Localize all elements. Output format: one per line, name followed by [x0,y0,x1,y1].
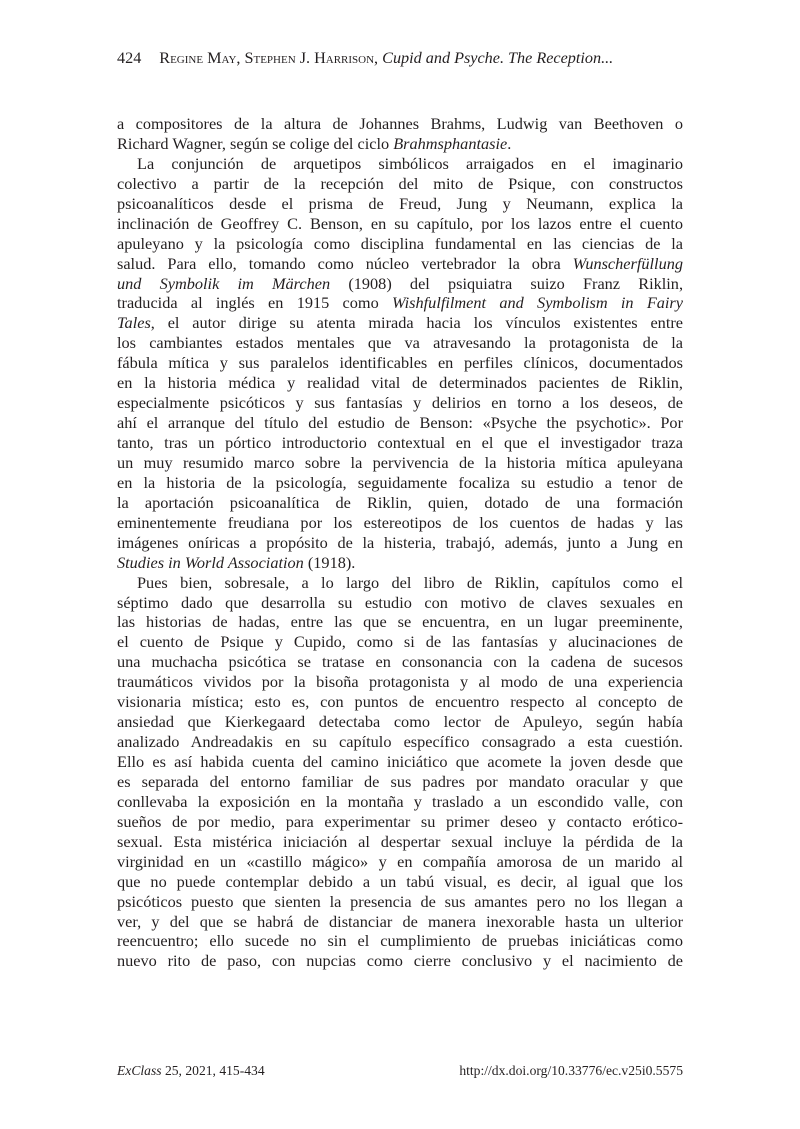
italic-title: Wunscherfüllung [572,253,683,273]
line-text: reencuentro; ello sucede no sin el cumplimiento de pruebas iniciáticas como [117,931,683,951]
footer-citation [117,1063,265,1079]
text-line [117,393,683,413]
line-text: (1918). [303,552,356,572]
header-authors: Regine May, Stephen J. Harrison, [159,49,379,67]
text-line [117,413,683,433]
text-line [117,872,683,892]
line-text: (1908) del psiquiatra suizo Franz Riklin, [330,273,684,293]
line-text: nuevo rito de paso, con nupcias como cierre conclusivo y el nacimiento de [117,951,683,971]
text-line [117,912,683,932]
text-line [117,154,683,174]
italic-title: Tales [117,313,151,333]
line-tail: . [507,133,512,153]
line-text: en la historia médica y realidad vital de determinados pacientes de Riklin, [117,373,683,393]
line-text: en la historia de la psicología, seguidamente focaliza su estudio a tenor de [117,472,683,492]
text-line [117,473,683,493]
line-text: es separada del entorno familiar de sus padres por mandato oracular y que [117,771,683,791]
line-text: el cuento de Psique y Cupido, como si de las fantasías y alucinaciones de [117,632,683,652]
italic-title: und Symbolik im Märchen [117,273,331,293]
line-text: las historias de hadas, entre las que se encuentra, en un lugar preeminente, [117,612,683,632]
text-line [117,752,683,772]
text-line [117,612,683,632]
line-text: Ello es así habida cuenta del camino iniciático que acomete la joven desde que [117,752,683,771]
header-book-title: Cupid and Psyche. The Reception... [382,49,614,67]
text-line [117,333,683,353]
text-line [117,812,683,832]
text-line [117,214,683,234]
line-text: conllevaba la exposición en la montaña y traslado a un escondido valle, con [117,791,683,811]
footer-doi: http://dx.doi.org/10.33776/ec.v25i0.5575 [459,1063,683,1078]
text-line [117,254,683,274]
line-text: visionaria mística; esto es, con puntos de encuentro respecto al concepto de [117,692,683,712]
line-text: , el autor dirige su atenta mirada hacia los vínculos existentes entre [150,313,683,333]
text-line [117,573,683,593]
text-line [117,632,683,652]
line-text: ahí el arranque del título del estudio de Benson: «Psyche the psychotic». Por [117,413,683,433]
line-text: los cambiantes estados mentales que va atravesando la protagonista de la [117,333,683,353]
text-line [117,931,683,951]
line-text: eminentemente freudiana por los estereotipos de los cuentos de hadas y las [117,512,683,532]
running-header [117,49,613,68]
text-line [117,593,683,613]
line-text: apuleyano y la psicología como disciplina fundamental en las ciencias de la [117,233,683,253]
text-line [117,433,683,453]
text-line [117,553,683,573]
line-text: sexual. Esta mistérica iniciación al despertar sexual incluye la pérdida de la [117,831,683,851]
line-text: una muchacha psicótica se tratase en consonancia con la cadena de sucesos [117,652,683,672]
text-line [117,852,683,872]
text-line [117,114,683,134]
page-number: 424 [117,49,142,67]
text-line [117,373,683,393]
line-text: especialmente psicóticos y sus fantasías y delirios en torno a los deseos, de [117,393,683,413]
line-text: sueños de por medio, para experimentar su primer deseo y contacto erótico- [117,811,683,831]
line-text: psicoanalíticos desde el prisma de Freud, Jung y Neumann, explica la [117,193,683,213]
text-line [117,234,683,254]
text-line [117,772,683,792]
line-text: salud. Para ello, tomando como núcleo vertebrador la obra [117,253,573,273]
text-line [117,832,683,852]
line-text: Richard Wagner, según se colige del ciclo [117,133,394,153]
line-text: tanto, tras un pórtico introductorio contextual en el que el investigador traza [117,433,683,452]
line-text: virginidad en un «castillo mágico» y en compañía amorosa de un marido al [117,851,683,871]
text-line [117,194,683,214]
line-text: inclinación de Geoffrey C. Benson, en su capítulo, por los lazos entre el cuento [117,213,683,233]
line-text: Pues bien, sobresale, a lo largo del libro de Riklin, capítulos como el [137,572,683,592]
line-text: que no puede contemplar debido a un tabú visual, es decir, al igual que los [117,871,683,891]
text-line [117,792,683,812]
line-text: fábula mítica y sus paralelos identificables en perfiles clínicos, documentados [117,353,683,373]
line-text: ver, y del que se habrá de distanciar de manera inexorable hasta un ulterior [117,911,683,931]
text-line [117,892,683,912]
line-text: analizado Andreadakis en su capítulo específico consagrado a esta cuestión. [117,732,683,752]
text-line [117,493,683,513]
line-text: colectivo a partir de la recepción del mito de Psique, con constructos [117,173,683,193]
line-text: a compositores de la altura de Johannes Brahms, Ludwig van Beethoven o [117,114,683,133]
text-line [117,712,683,732]
line-text: ansiedad que Kierkegaard detectaba como lector de Apuleyo, según había [117,712,683,732]
text-line [117,732,683,752]
text-line [117,533,683,553]
text-line [117,513,683,533]
text-line [117,652,683,672]
footer-volume: 25, 2021, 415-434 [161,1063,265,1078]
text-line [117,353,683,373]
italic-title: Wishfulfilment and Symbolism in Fairy [392,293,683,313]
text-line [117,313,683,333]
text-line [117,274,683,294]
line-text: traducida al inglés en 1915 como [117,293,392,313]
line-text: traumáticos vividos por la bisoña protagonista y al modo de una experiencia [117,672,683,692]
body-text [117,114,683,971]
line-text: un muy resumido marco sobre la pervivencia de la historia mítica apuleyana [117,452,683,472]
text-line [117,134,683,154]
italic-title: Studies in World Association [117,552,304,572]
line-text: séptimo dado que desarrolla su estudio con motivo de claves sexuales en [117,592,683,612]
text-line [117,293,683,313]
text-line [117,672,683,692]
text-line [117,951,683,971]
line-text: imágenes oníricas a propósito de la histeria, trabajó, además, junto a Jung en [117,532,683,552]
line-text: psicóticos puesto que sienten la presencia de sus amantes pero no los llegan a [117,891,683,911]
line-text: la aportación psicoanalítica de Riklin, quien, dotado de una formación [117,492,683,512]
text-line [117,453,683,473]
footer-journal: ExClass [117,1063,162,1078]
text-line [117,692,683,712]
text-line [117,174,683,194]
line-text: La conjunción de arquetipos simbólicos arraigados en el imaginario [137,153,683,173]
italic-title: Brahmsphantasie [393,133,508,153]
page-footer [117,1063,683,1079]
